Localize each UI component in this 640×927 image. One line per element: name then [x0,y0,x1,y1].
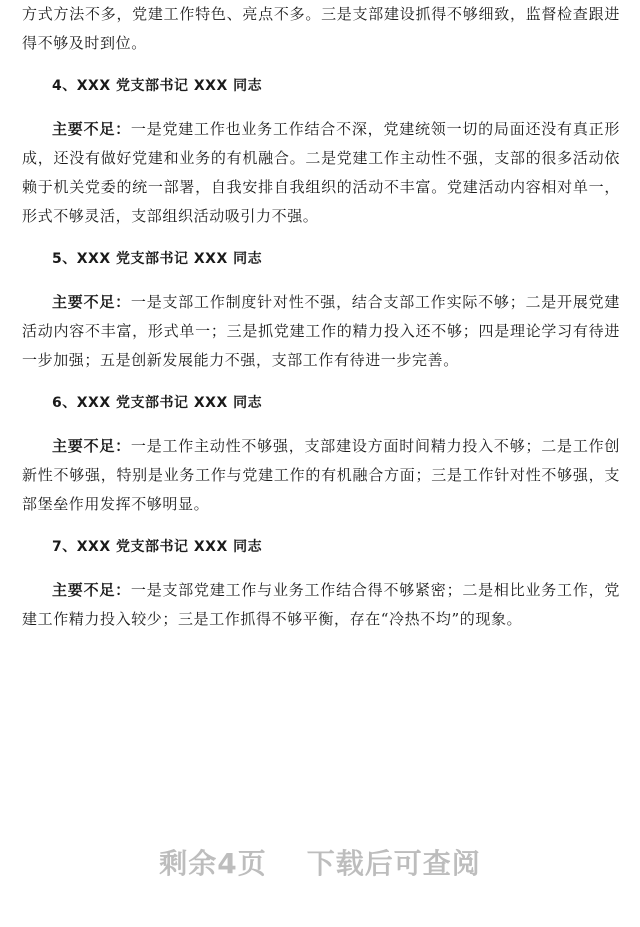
download-watermark [0,842,640,882]
section-heading: 6、XXX 党支部书记 XXX 同志 [52,395,263,411]
lead-label: 主要不足： [52,581,131,599]
section-5 [22,245,620,375]
download-to-read-label: 下载后可查阅 [306,847,481,880]
lead-label: 主要不足： [52,293,131,311]
section-body: 一是支部工作制度针对性不强，结合支部工作实际不够；二是开展党建活动内容不丰富，形式单一；三是抓党建工作的精力投入还不够；四是理论学习有待进一步加强；五是创新发展能力不强，支部工作有待进一步完善。 [22,293,620,369]
remaining-pages-label: 剩余4页 [159,847,267,880]
section-paragraph [22,432,620,519]
section-4 [22,72,620,231]
section-body: 一是支部党建工作与业务工作结合得不够紧密；二是相比业务工作，党建工作精力投入较少；三是工作抓得不够平衡，存在“冷热不均”的现象。 [22,581,620,628]
lead-label: 主要不足： [52,437,131,455]
section-heading: 7、XXX 党支部书记 XXX 同志 [52,539,263,555]
lead-label: 主要不足： [52,120,131,138]
intro-paragraph: 方式方法不多，党建工作特色、亮点不多。三是支部建设抓得不够细致，监督检查跟进得不够及时到位。 [22,5,620,52]
section-paragraph [22,576,620,634]
document-page [22,0,620,634]
section-paragraph [22,115,620,231]
section-heading: 5、XXX 党支部书记 XXX 同志 [52,251,263,267]
section-paragraph [22,288,620,375]
section-body: 一是党建工作也业务工作结合不深，党建统领一切的局面还没有真正形成，还没有做好党建和业务的有机融合。二是党建工作主动性不强，支部的很多活动依赖于机关党委的统一部署，自我安排自我组织的活动不丰富。党建活动内容相对单一，形式不够灵活，支部组织活动吸引力不强。 [22,120,620,225]
section-body: 一是工作主动性不够强，支部建设方面时间精力投入不够；二是工作创新性不够强，特别是业务工作与党建工作的有机融合方面；三是工作针对性不够强，支部堡垒作用发挥不够明显。 [22,437,620,513]
section-6 [22,389,620,519]
section-heading: 4、XXX 党支部书记 XXX 同志 [52,78,263,94]
section-7 [22,533,620,634]
